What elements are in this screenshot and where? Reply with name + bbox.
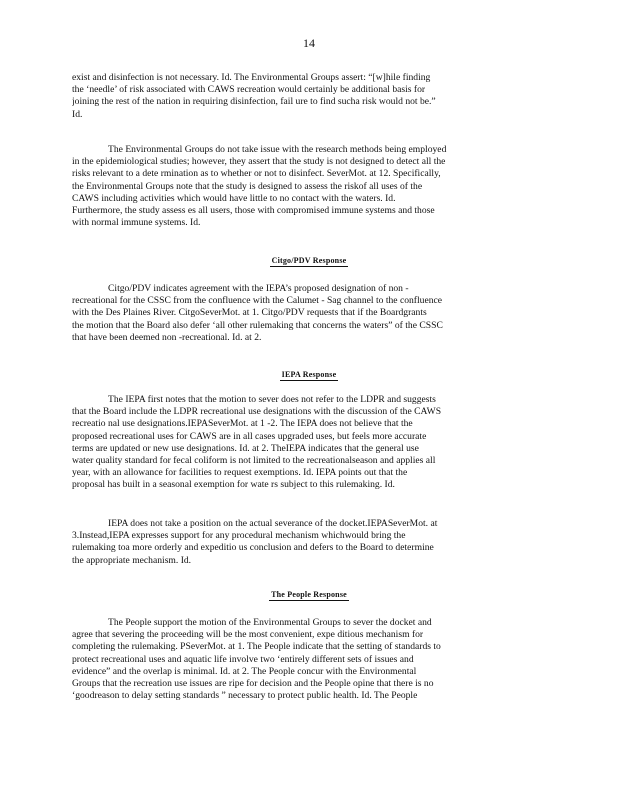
text-line: protect recreational uses and aquatic life involve two ‘entirely different sets of issues and <box>72 653 414 665</box>
paragraph <box>72 72 544 121</box>
paragraph <box>72 144 544 229</box>
paragraph <box>72 617 544 702</box>
text-line: that the Board include the LDPR recreational use designations with the discussion of the CAWS <box>72 406 442 418</box>
paragraph <box>72 283 544 344</box>
text-line: water quality standard for fecal coliform is not limited to the recreationalseason and applies all <box>72 455 436 467</box>
text-line: proposed recreational uses for CAWS are in all cases upgraded uses, but feels more accurate <box>72 430 427 442</box>
text-line: with the Des Plaines River. CitgoSeverMot. at 1. Citgo/PDV requests that if the Boardgrants <box>72 307 427 319</box>
text-line: the ‘needle’ of risk associated with CAWS recreation would certainly be additional basis for <box>72 84 426 96</box>
section-heading-text: Citgo/PDV Response <box>271 256 347 265</box>
paragraph <box>72 394 544 492</box>
text-line: proposal has built in a seasonal exemption for wate rs subject to this rulemaking. Id. <box>72 479 395 491</box>
text-line: 3.Instead,IEPA expresses support for any procedural mechanism whichwould bring the <box>72 530 406 542</box>
text-line: Furthermore, the study assess es all users, those with compromised immune systems and those <box>72 205 435 217</box>
text-line: Citgo/PDV indicates agreement with the IEPA’s proposed designation of non - <box>108 283 409 294</box>
text-line: completing the rulemaking. PSeverMot. at 1. The People indicate that the setting of standards to <box>72 641 441 653</box>
text-line: rulemaking toa more orderly and expeditio us conclusion and defers to the Board to determine <box>72 542 434 554</box>
text-line: evidence” and the overlap is minimal. Id. at 2. The People concur with the Environmental <box>72 665 417 677</box>
text-line: recreatio nal use designations.IEPASeverMot. at 1 -2. The IEPA does not believe that the <box>72 418 413 430</box>
section-heading-text: The People Response <box>271 590 347 599</box>
text-line: terms are updated or new use designations. Id. at 2. TheIEPA indicates that the general use <box>72 442 419 454</box>
section-heading <box>0 370 618 379</box>
paragraph <box>72 518 544 567</box>
text-line: exist and disinfection is not necessary. Id. The Environmental Groups assert: “[w]hile finding <box>72 72 431 83</box>
text-line: ‘goodreason to delay setting standards ” necessary to protect public health. Id. The People <box>72 690 418 702</box>
section-heading <box>0 590 618 599</box>
section-heading-text: IEPA Response <box>281 370 337 379</box>
text-line: Groups that the recreation use issues are ripe for decision and the People opine that there is no <box>72 678 434 690</box>
page-number: 14 <box>303 36 315 50</box>
text-line: The IEPA first notes that the motion to sever does not refer to the LDPR and suggests <box>108 394 436 405</box>
text-line: Id. <box>72 108 83 120</box>
text-line: joining the rest of the nation in requiring disinfection, fail ure to find sucha risk would not be.” <box>72 96 436 108</box>
text-line: that have been deemed non -recreational. Id. at 2. <box>72 331 262 343</box>
section-heading <box>0 256 618 265</box>
text-line: year, with an allowance for facilities to request exemptions. Id. IEPA points out that the <box>72 467 408 479</box>
text-line: The People support the motion of the Environmental Groups to sever the docket and <box>108 617 432 628</box>
text-line: IEPA does not take a position on the actual severance of the docket.IEPASeverMot. at <box>108 518 438 529</box>
text-line: The Environmental Groups do not take issue with the research methods being employed <box>108 144 447 155</box>
text-line: with normal immune systems. Id. <box>72 217 201 229</box>
text-line: CAWS including activities which would have little to no contact with the waters. Id. <box>72 192 396 204</box>
text-line: the motion that the Board also defer ‘all other rulemaking that concerns the waters” of the CSSC <box>72 319 443 331</box>
text-line: in the epidemiological studies; however, they assert that the study is not designed to detect all the <box>72 156 446 168</box>
text-line: the Environmental Groups note that the study is designed to assess the riskof all uses of the <box>72 180 423 192</box>
text-line: the appropriate mechanism. Id. <box>72 554 192 566</box>
text-line: agree that severing the proceeding will be the most convenient, expe ditious mechanism for <box>72 629 424 641</box>
text-line: risks relevant to a dete rmination as to whether or not to disinfect. SeverMot. at 12. Specifically, <box>72 168 441 180</box>
text-line: recreational for the CSSC from the confluence with the Calumet - Sag channel to the confluence <box>72 295 443 307</box>
